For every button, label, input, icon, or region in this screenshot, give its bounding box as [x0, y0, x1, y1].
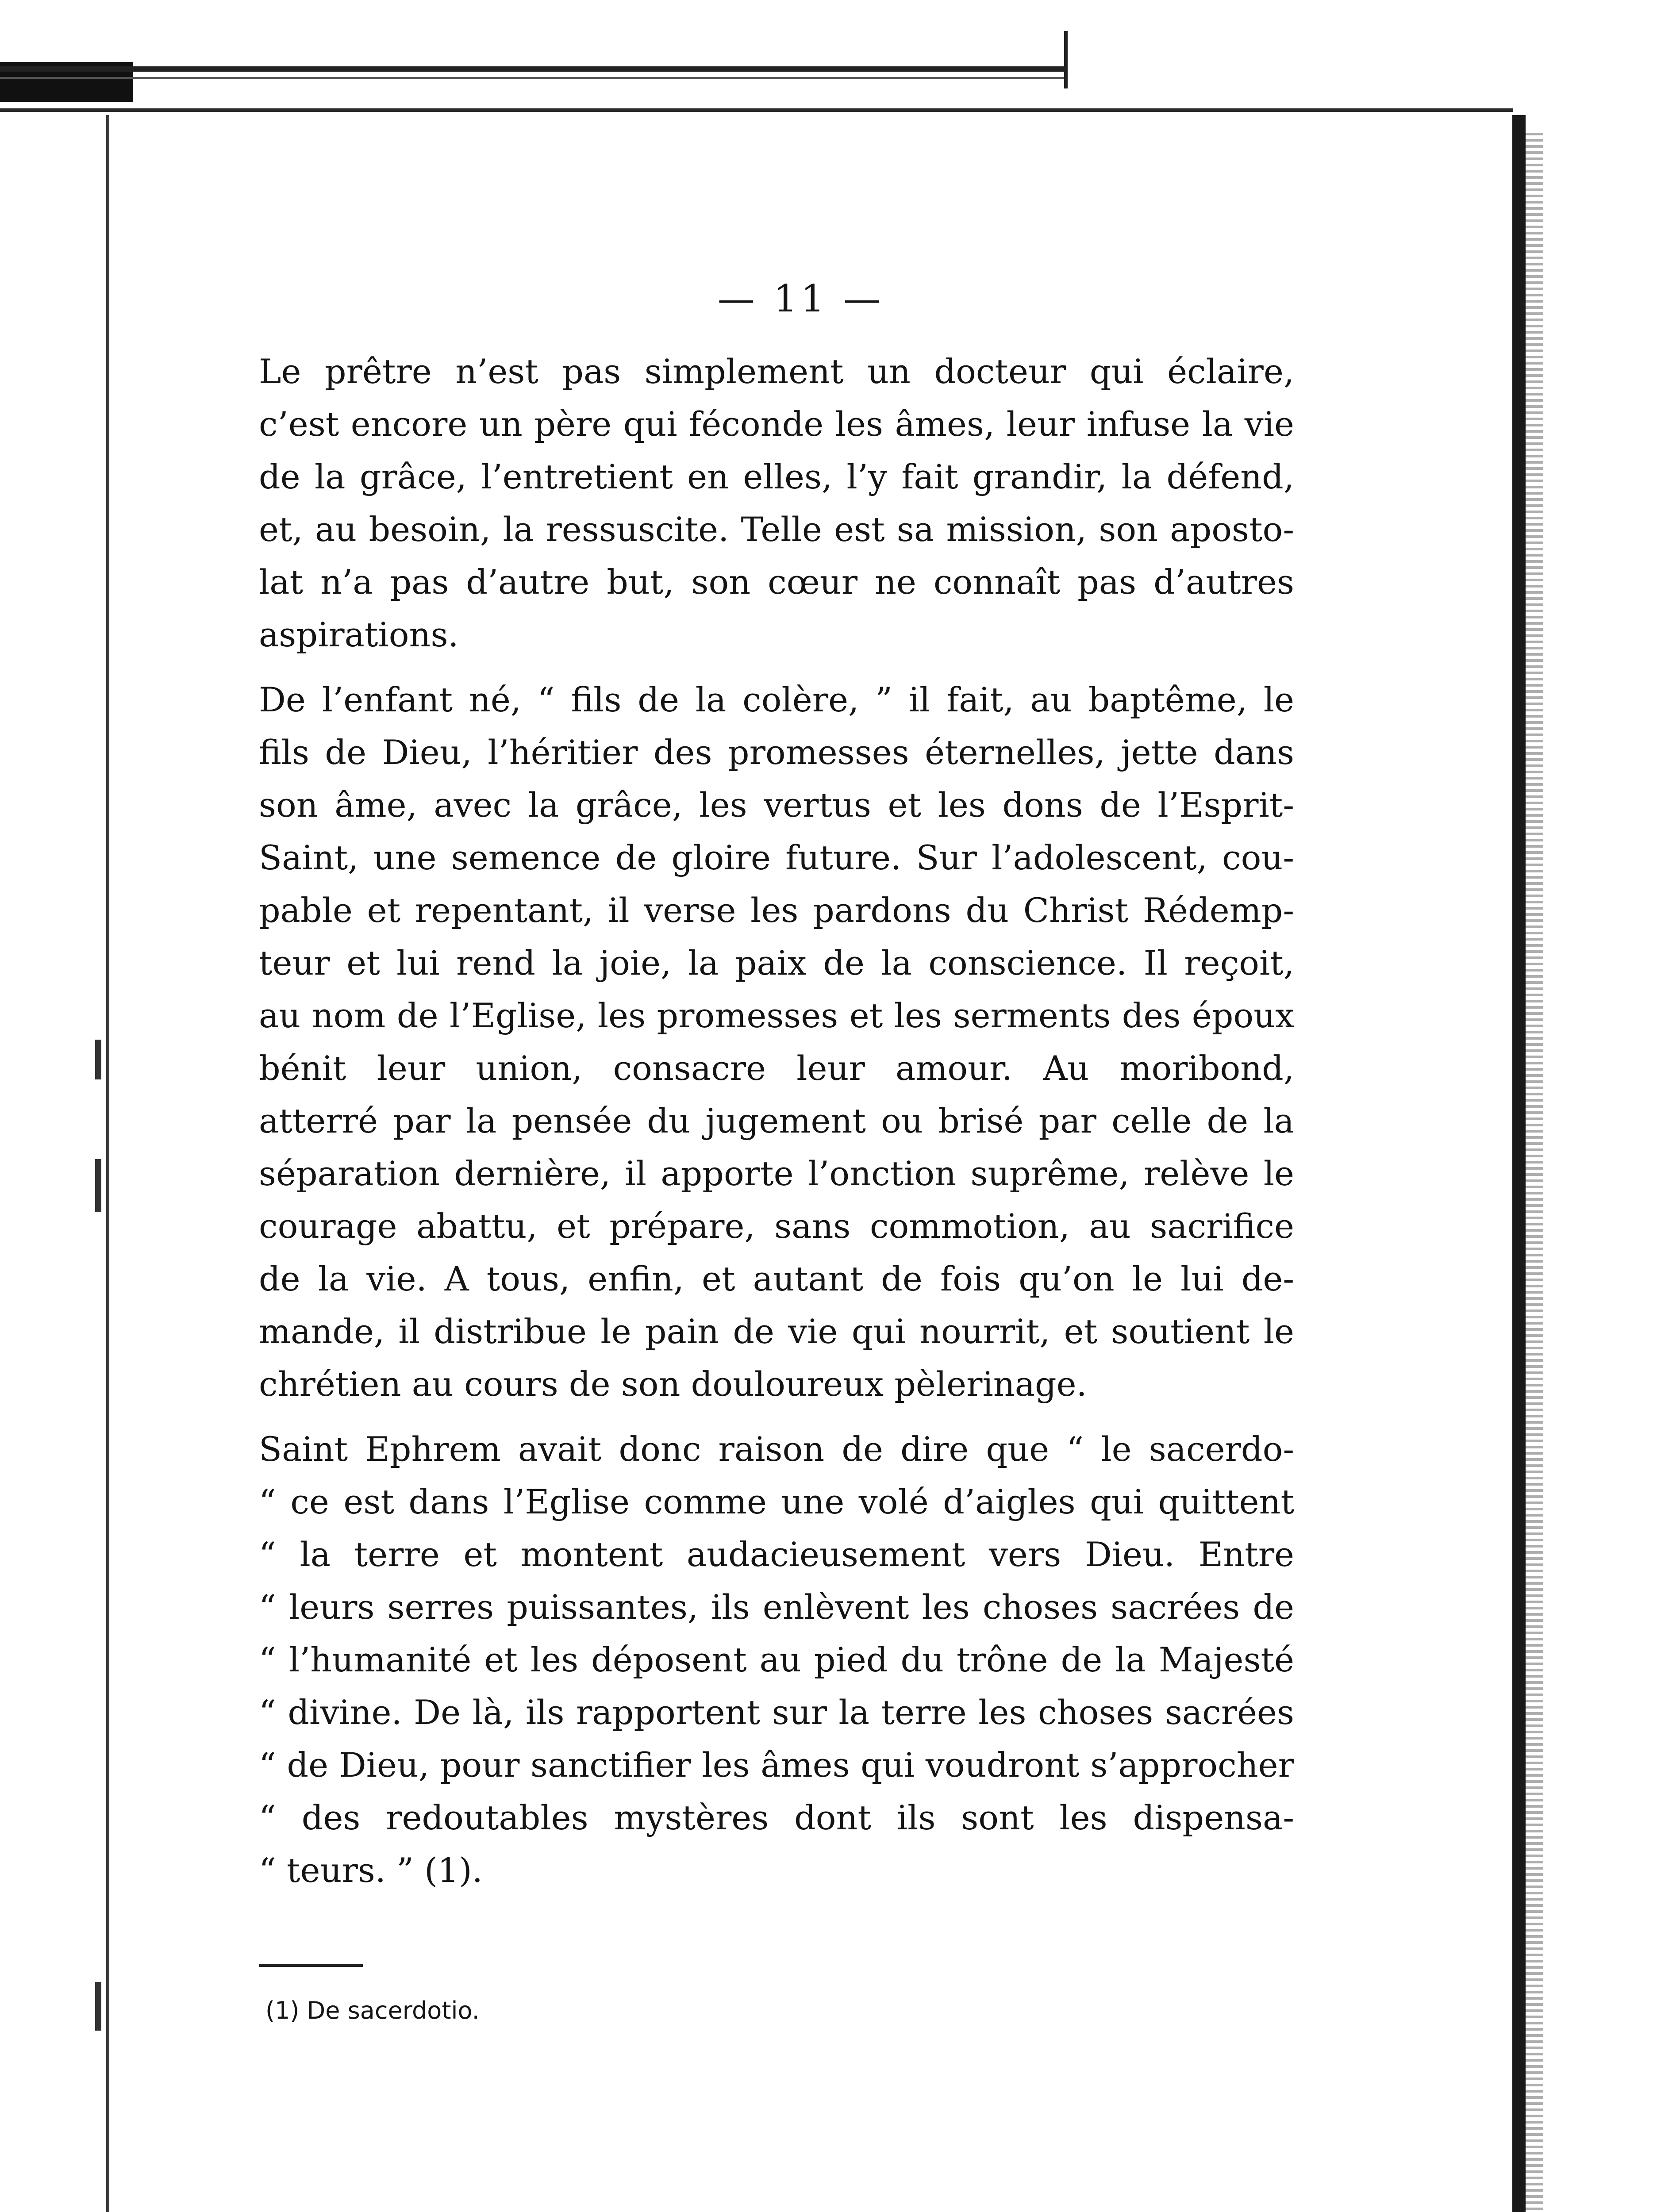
text-line: de la grâce, l’entretient en elles, l’y fait grandir, la défend,: [259, 457, 1294, 496]
text-line: séparation dernière, il apporte l’onction suprême, relève le: [259, 1154, 1294, 1193]
margin-ink-mark: [95, 1159, 101, 1212]
text-line: aspirations.: [259, 615, 459, 654]
page-number: — 11 —: [717, 277, 884, 320]
paragraph-2: [259, 673, 1294, 1410]
paragraph-3: [259, 1423, 1294, 1897]
text-line: fils de Dieu, l’héritier des promesses éternelles, jette dans: [259, 733, 1294, 772]
text-line: “ ce est dans l’Eglise comme une volé d’aigles qui quittent: [259, 1482, 1294, 1521]
text-line: Le prêtre n’est pas simplement un docteur qui éclaire,: [259, 352, 1294, 391]
text-line: chrétien au cours de son douloureux pèlerinage.: [259, 1364, 1087, 1404]
text-line: bénit leur union, consacre leur amour. Au moribond,: [259, 1048, 1294, 1088]
text-line: au nom de l’Eglise, les promesses et les serments des époux: [259, 996, 1294, 1035]
scan-top-line: [0, 108, 1513, 112]
text-line: “ la terre et montent audacieusement vers Dieu. Entre: [259, 1535, 1294, 1574]
footnote-rule: [259, 1964, 363, 1967]
text-line: Saint Ephrem avait donc raison de dire que “ le sacerdo-: [259, 1429, 1294, 1469]
text-line: “ leurs serres puissantes, ils enlèvent les choses sacrées de: [259, 1587, 1294, 1627]
footnote: (1) De sacerdotio.: [265, 1997, 480, 2024]
text-line: “ l’humanité et les déposent au pied du trône de la Majesté: [259, 1640, 1294, 1679]
paragraph-1: [259, 345, 1294, 661]
text-line: “ des redoutables mystères dont ils sont les dispensa-: [259, 1798, 1294, 1837]
text-line: “ de Dieu, pour sanctifier les âmes qui voudront s’approcher: [259, 1745, 1294, 1785]
text-line: teur et lui rend la joie, la paix de la conscience. Il reçoit,: [259, 943, 1294, 983]
text-line: lat n’a pas d’autre but, son cœur ne connaît pas d’autres: [259, 562, 1294, 602]
left-margin-line: [106, 115, 109, 2212]
text-line: son âme, avec la grâce, les vertus et les dons de l’Esprit-: [259, 785, 1294, 825]
text-line: De l’enfant né, “ fils de la colère, ” il fait, au baptême, le: [259, 680, 1294, 719]
text-line: Saint, une semence de gloire future. Sur l’adolescent, cou-: [259, 838, 1294, 877]
text-block: [259, 345, 1294, 1897]
text-line: c’est encore un père qui féconde les âmes, leur infuse la vie: [259, 404, 1294, 444]
text-line: pable et repentant, il verse les pardons du Christ Rédemp-: [259, 891, 1294, 930]
scan-top-corner: [1064, 31, 1068, 88]
right-page-edge-grain: [1526, 133, 1543, 2212]
scan-top-border: [0, 66, 1066, 84]
text-line: de la vie. A tous, enfin, et autant de fois qu’on le lui de-: [259, 1259, 1294, 1298]
text-line: et, au besoin, la ressuscite. Telle est sa mission, son aposto-: [259, 510, 1294, 549]
margin-ink-mark: [95, 1982, 101, 2031]
text-line: atterré par la pensée du jugement ou brisé par celle de la: [259, 1101, 1294, 1141]
text-line: courage abattu, et prépare, sans commotion, au sacrifice: [259, 1206, 1294, 1246]
text-line: “ divine. De là, ils rapportent sur la terre les choses sacrées: [259, 1693, 1294, 1732]
text-line: mande, il distribue le pain de vie qui nourrit, et soutient le: [259, 1312, 1294, 1351]
right-page-edge: [1512, 115, 1526, 2212]
text-line: “ teurs. ” (1).: [259, 1851, 483, 1890]
margin-ink-mark: [95, 1040, 101, 1079]
